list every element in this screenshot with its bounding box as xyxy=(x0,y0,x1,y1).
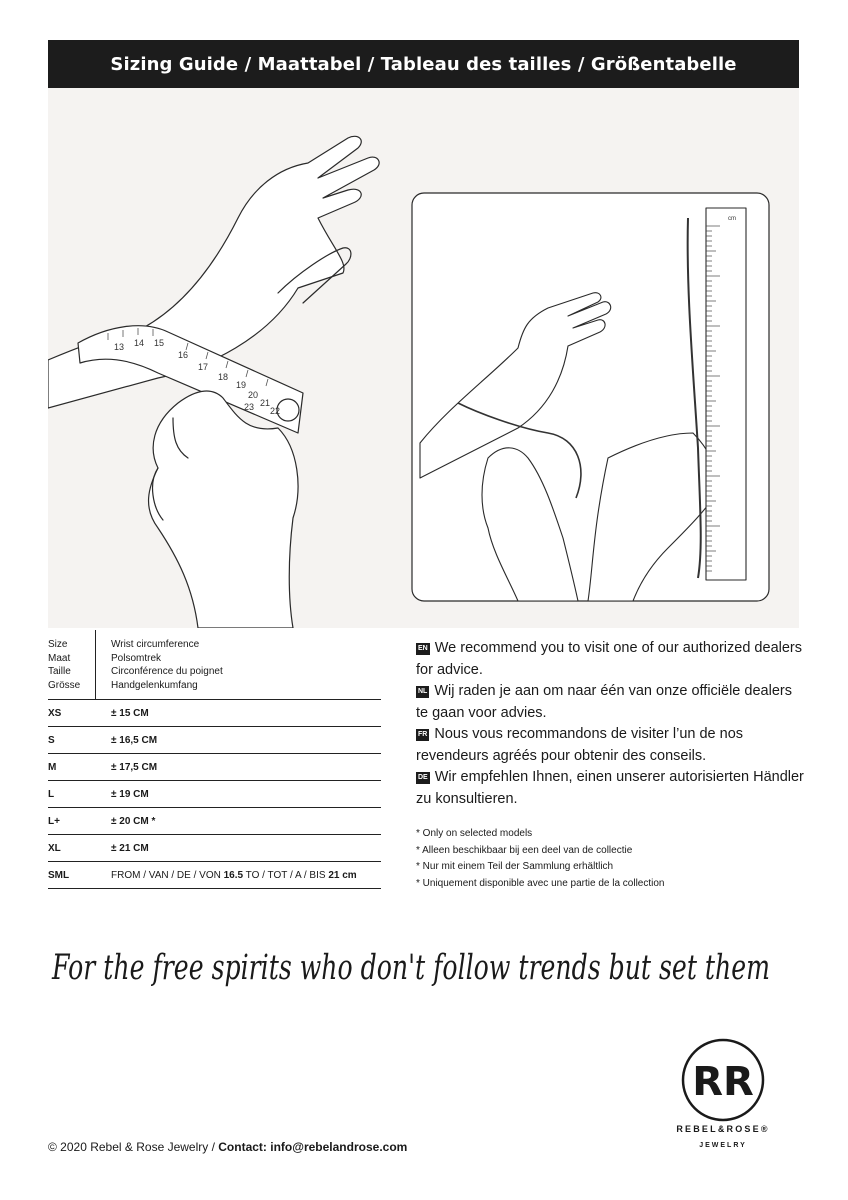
wrist-header-label: Handgelenkumfang xyxy=(111,679,198,691)
size-code: L+ xyxy=(48,815,60,827)
footnote: * Alleen beschikbaar bij een deel van de collectie xyxy=(416,844,633,856)
size-value xyxy=(96,870,357,881)
measuring-drawing xyxy=(48,88,799,628)
size-code: XS xyxy=(48,707,62,719)
tape-tick-label: 23 xyxy=(244,402,255,412)
size-header-label: Size xyxy=(48,639,68,650)
size-header-labels xyxy=(48,630,96,699)
wrist-header-label: Polsomtrek xyxy=(111,652,162,664)
tape-tick-label: 13 xyxy=(114,342,125,352)
wrist-header-labels xyxy=(96,630,223,699)
flag-de-icon: DE xyxy=(416,772,430,784)
size-value: ± 15 CM xyxy=(111,707,149,719)
contact-link[interactable]: Contact: info@rebelandrose.com xyxy=(218,1140,408,1154)
size-code: SML xyxy=(48,869,70,881)
advice-de xyxy=(416,767,806,810)
tape-tick-label: 15 xyxy=(154,338,165,348)
tagline-text: For the free spirits who don't follow trends but set them xyxy=(51,948,770,988)
ruler-unit-label: cm xyxy=(728,216,736,222)
size-code: M xyxy=(48,761,57,773)
measuring-illustration xyxy=(48,88,799,628)
footnote: * Nur mit einem Teil der Sammlung erhältlich xyxy=(416,861,614,872)
tape-tick-label: 16 xyxy=(178,350,189,360)
wrist-header-label: Circonférence du poignet xyxy=(111,666,223,677)
advice-nl-text: Wij raden je aan om naar één van onze officiële dealers te gaan voor advies. xyxy=(416,683,792,721)
size-code: S xyxy=(48,734,55,746)
size-value: ± 20 CM * xyxy=(111,815,156,827)
copyright-text: © 2020 Rebel & Rose Jewelry / xyxy=(48,1140,219,1154)
flag-en-icon: EN xyxy=(416,643,430,655)
table-row xyxy=(48,754,381,781)
logo-mark: RR xyxy=(692,1059,754,1105)
table-row xyxy=(48,727,381,754)
footer xyxy=(48,1140,407,1154)
advice-en-text: We recommend you to visit one of our authorized dealers for advice. xyxy=(416,640,802,678)
size-table-header xyxy=(48,630,381,700)
footnotes xyxy=(416,826,806,892)
brand-logo xyxy=(648,1035,798,1155)
sml-from: 16.5 xyxy=(223,869,244,881)
size-value: ± 16,5 CM xyxy=(111,734,158,746)
table-row xyxy=(48,700,381,727)
size-value: ± 19 CM xyxy=(111,788,149,800)
advice-de-text: Wir empfehlen Ihnen, einen unserer autorisierten Händler zu konsultieren. xyxy=(416,769,804,807)
advice-fr xyxy=(416,724,806,767)
tagline-script xyxy=(48,935,800,1005)
wrist-header-label: Wrist circumference xyxy=(111,639,200,650)
size-code: XL xyxy=(48,842,61,854)
table-row xyxy=(48,781,381,808)
footnote: * Uniquement disponible avec une partie de la collection xyxy=(416,877,665,889)
size-header-label: Maat xyxy=(48,652,71,664)
advice-en xyxy=(416,638,806,681)
size-table xyxy=(48,630,381,889)
tape-tick-label: 20 xyxy=(248,390,259,400)
tape-tick-label: 22 xyxy=(270,406,281,416)
table-row xyxy=(48,862,381,889)
page-title: Sizing Guide / Maattabel / Tableau des tailles / Größentabelle xyxy=(110,53,737,75)
tape-tick-label: 18 xyxy=(218,372,229,382)
tape-tick-label: 21 xyxy=(260,398,271,408)
flag-nl-icon: NL xyxy=(416,686,429,698)
brand-subtitle: JEWELRY xyxy=(699,1142,747,1149)
tape-tick-label: 17 xyxy=(198,362,209,372)
tape-logo-circle xyxy=(277,399,299,421)
size-value: ± 17,5 CM xyxy=(111,761,158,773)
sml-middle: TO / TOT / A / BIS xyxy=(243,869,329,881)
size-header-label: Taille xyxy=(48,666,71,677)
tape-tick-label: 19 xyxy=(236,380,247,390)
tape-tick-label: 14 xyxy=(134,338,145,348)
sml-to: 21 cm xyxy=(328,869,357,881)
right-hand xyxy=(149,391,298,628)
advice-nl xyxy=(416,681,806,724)
table-row xyxy=(48,835,381,862)
size-header-label: Grösse xyxy=(48,679,81,691)
page-header xyxy=(48,40,799,88)
size-code: L xyxy=(48,788,55,800)
size-value: ± 21 CM xyxy=(111,842,149,854)
ruler xyxy=(706,208,746,580)
flag-fr-icon: FR xyxy=(416,729,429,741)
footnote: * Only on selected models xyxy=(416,828,533,839)
table-row xyxy=(48,808,381,835)
brand-name: REBEL&ROSE® xyxy=(676,1124,770,1134)
advice-text xyxy=(416,638,806,810)
advice-fr-text: Nous vous recommandons de visiter l’un de nos revendeurs agréés pour obtenir des conseils. xyxy=(416,726,744,764)
sml-prefix: FROM / VAN / DE / VON xyxy=(111,869,224,881)
